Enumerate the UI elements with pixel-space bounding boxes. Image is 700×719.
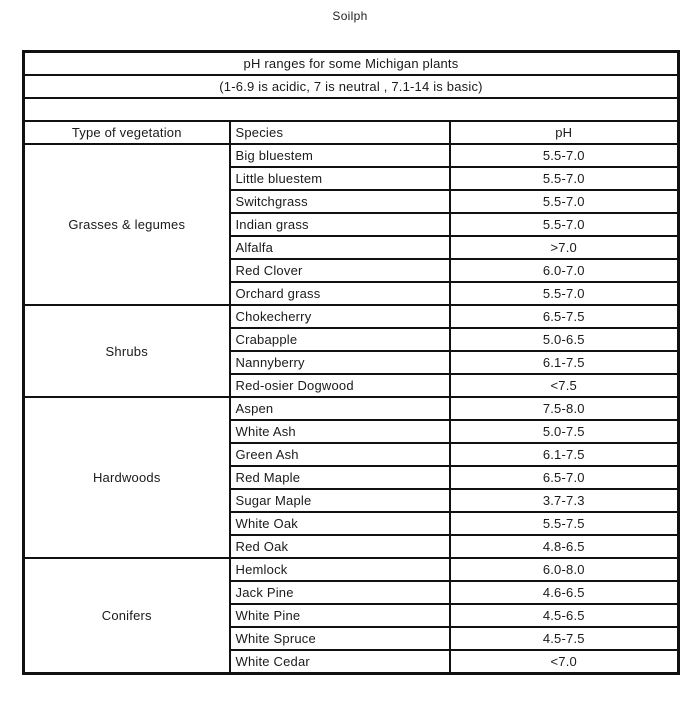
species-cell: Green Ash [230,443,450,466]
ph-value-cell: 6.1-7.5 [450,443,679,466]
species-cell: White Pine [230,604,450,627]
species-cell: White Oak [230,512,450,535]
ph-value-cell: 4.6-6.5 [450,581,679,604]
column-header-ph: pH [450,121,679,144]
vegetation-type-cell: Shrubs [24,305,230,397]
species-cell: Jack Pine [230,581,450,604]
ph-value-cell: 5.5-7.5 [450,512,679,535]
species-cell: White Spruce [230,627,450,650]
ph-value-cell: 3.7-7.3 [450,489,679,512]
table-subtitle: (1-6.9 is acidic, 7 is neutral , 7.1-14 is basic) [24,75,679,98]
vegetation-type-cell: Conifers [24,558,230,674]
ph-value-cell: 6.0-8.0 [450,558,679,581]
spacer-row [24,98,679,121]
ph-value-cell: 4.5-7.5 [450,627,679,650]
table-row [24,397,679,420]
species-cell: White Ash [230,420,450,443]
ph-value-cell: 5.5-7.0 [450,190,679,213]
ph-value-cell: 5.5-7.0 [450,144,679,167]
species-cell: Little bluestem [230,167,450,190]
ph-value-cell: 5.0-7.5 [450,420,679,443]
plants-table [22,50,680,675]
table-row [24,144,679,167]
table-title-row [24,52,679,76]
ph-value-cell: >7.0 [450,236,679,259]
table-row [24,558,679,581]
species-cell: Crabapple [230,328,450,351]
ph-value-cell: 6.1-7.5 [450,351,679,374]
species-cell: Red Clover [230,259,450,282]
table-subtitle-row [24,75,679,98]
ph-value-cell: 5.5-7.0 [450,282,679,305]
ph-value-cell: 6.5-7.5 [450,305,679,328]
column-header-species: Species [230,121,450,144]
column-header-vegetation: Type of vegetation [24,121,230,144]
species-cell: Alfalfa [230,236,450,259]
ph-value-cell: 4.5-6.5 [450,604,679,627]
ph-value-cell: 7.5-8.0 [450,397,679,420]
species-cell: Switchgrass [230,190,450,213]
species-cell: Aspen [230,397,450,420]
ph-value-cell: 6.5-7.0 [450,466,679,489]
species-cell: Red-osier Dogwood [230,374,450,397]
spacer-cell [24,98,679,121]
ph-value-cell: 5.5-7.0 [450,213,679,236]
table-title: pH ranges for some Michigan plants [24,52,679,76]
ph-value-cell: <7.0 [450,650,679,674]
ph-value-cell: 5.5-7.0 [450,167,679,190]
vegetation-type-cell: Hardwoods [24,397,230,558]
ph-value-cell: 4.8-6.5 [450,535,679,558]
species-cell: Hemlock [230,558,450,581]
vegetation-type-cell: Grasses & legumes [24,144,230,305]
species-cell: Nannyberry [230,351,450,374]
species-cell: Red Oak [230,535,450,558]
page-title: Soilph [332,9,368,23]
species-cell: Indian grass [230,213,450,236]
ph-value-cell: 5.0-6.5 [450,328,679,351]
species-cell: Red Maple [230,466,450,489]
column-header-row [24,121,679,144]
table-row [24,305,679,328]
ph-value-cell: 6.0-7.0 [450,259,679,282]
species-cell: Big bluestem [230,144,450,167]
plants-table-body [24,144,679,674]
species-cell: Sugar Maple [230,489,450,512]
species-cell: Orchard grass [230,282,450,305]
species-cell: White Cedar [230,650,450,674]
species-cell: Chokecherry [230,305,450,328]
ph-value-cell: <7.5 [450,374,679,397]
